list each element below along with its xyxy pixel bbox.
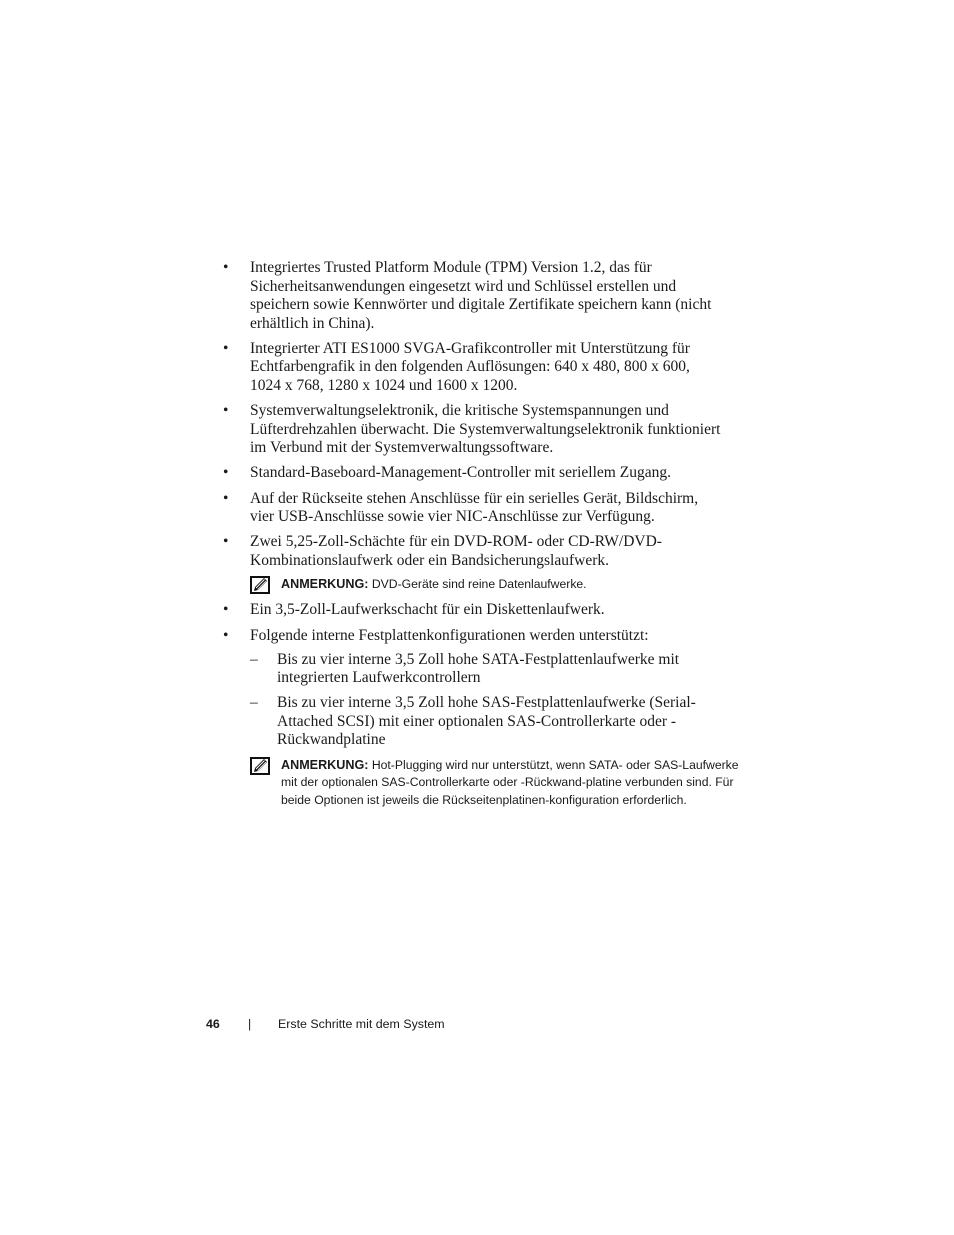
bullet-marker: •: [223, 402, 229, 420]
pencil-note-icon: [250, 576, 270, 594]
page-number: 46: [206, 1017, 220, 1031]
note-text: Hot-Plugging wird nur unterstützt, wenn SATA- oder SAS-Laufwerke mit der optionalen SAS-Controllerkarte oder -Rückwand-platine verbunden sind. Für beide Optionen ist jeweils die Rückseitenplatinen-konfiguration erforderlich.: [281, 757, 739, 807]
list-item-text: Folgende interne Festplattenkonfigurationen werden unterstützt:: [250, 626, 649, 644]
footer-separator: |: [248, 1017, 252, 1031]
sub-list-item: [250, 694, 722, 750]
bullet-marker: •: [223, 489, 229, 507]
list-item-text: Ein 3,5-Zoll-Laufwerkschacht für ein Diskettenlaufwerk.: [250, 601, 605, 619]
note-hot-plugging: [222, 757, 751, 810]
note-label: ANMERKUNG:: [281, 576, 369, 591]
bullet-marker: •: [223, 533, 229, 551]
list-item: [222, 601, 722, 620]
dash-marker: –: [250, 694, 258, 712]
sub-list-item: [250, 651, 722, 688]
footer-title: Erste Schritte mit dem System: [278, 1017, 445, 1031]
list-item: [222, 464, 722, 483]
list-item-text: Integrierter ATI ES1000 SVGA-Grafikcontroller mit Unterstützung für Echtfarbengrafik in den folgenden Auflösungen: 640 x 480, 800 x 600, 1024 x 768, 1280 x 1024 und 1600 x 1200.: [250, 339, 690, 395]
bullet-marker: •: [223, 626, 229, 644]
bullet-marker: •: [223, 601, 229, 619]
list-item: [222, 627, 722, 646]
list-item-text: Auf der Rückseite stehen Anschlüsse für ein serielles Gerät, Bildschirm, vier USB-Anschlüsse sowie vier NIC-Anschlüsse zur Verfügung.: [250, 489, 699, 526]
bullet-marker: •: [223, 339, 229, 357]
list-item: [222, 533, 722, 570]
list-item: [222, 402, 722, 458]
list-item: [222, 490, 722, 527]
list-item-text: Standard-Baseboard-Management-Controller mit seriellem Zugang.: [250, 464, 671, 482]
sub-list: [222, 651, 722, 750]
list-item: [222, 259, 722, 333]
bullet-marker: •: [223, 464, 229, 482]
sub-list-item-text: Bis zu vier interne 3,5 Zoll hohe SAS-Festplattenlaufwerke (Serial-Attached SCSI) mit einer optionalen SAS-Controllerkarte oder -Rückwandplatine: [277, 694, 696, 749]
note-dvd: [222, 576, 722, 594]
sub-list-item-text: Bis zu vier interne 3,5 Zoll hohe SATA-Festplattenlaufwerke mit integrierten Laufwerkcontrollern: [277, 650, 680, 687]
list-item: [222, 340, 722, 396]
page-content: [222, 259, 739, 818]
bullet-marker: •: [223, 259, 229, 276]
note-text: DVD-Geräte sind reine Datenlaufwerke.: [368, 576, 587, 591]
list-item-text: Systemverwaltungselektronik, die kritische Systemspannungen und Lüfterdrehzahlen überwacht. Die Systemverwaltungselektronik funktioniert im Verbund mit der Systemverwaltungssoftware.: [250, 402, 721, 457]
note-label: ANMERKUNG:: [281, 757, 369, 772]
pencil-note-icon: [250, 757, 270, 775]
list-item-text: Integriertes Trusted Platform Module (TPM) Version 1.2, das für Sicherheitsanwendungen eingesetzt wird und Schlüssel erstellen und speichern sowie Kennwörter und digitale Zertifikate speichern kann (nicht erhältlich in China).: [250, 259, 712, 332]
list-item-text: Zwei 5,25-Zoll-Schächte für ein DVD-ROM- oder CD-RW/DVD-Kombinationslaufwerk oder ein Bandsicherungslaufwerk.: [250, 533, 662, 569]
dash-marker: –: [250, 650, 258, 668]
